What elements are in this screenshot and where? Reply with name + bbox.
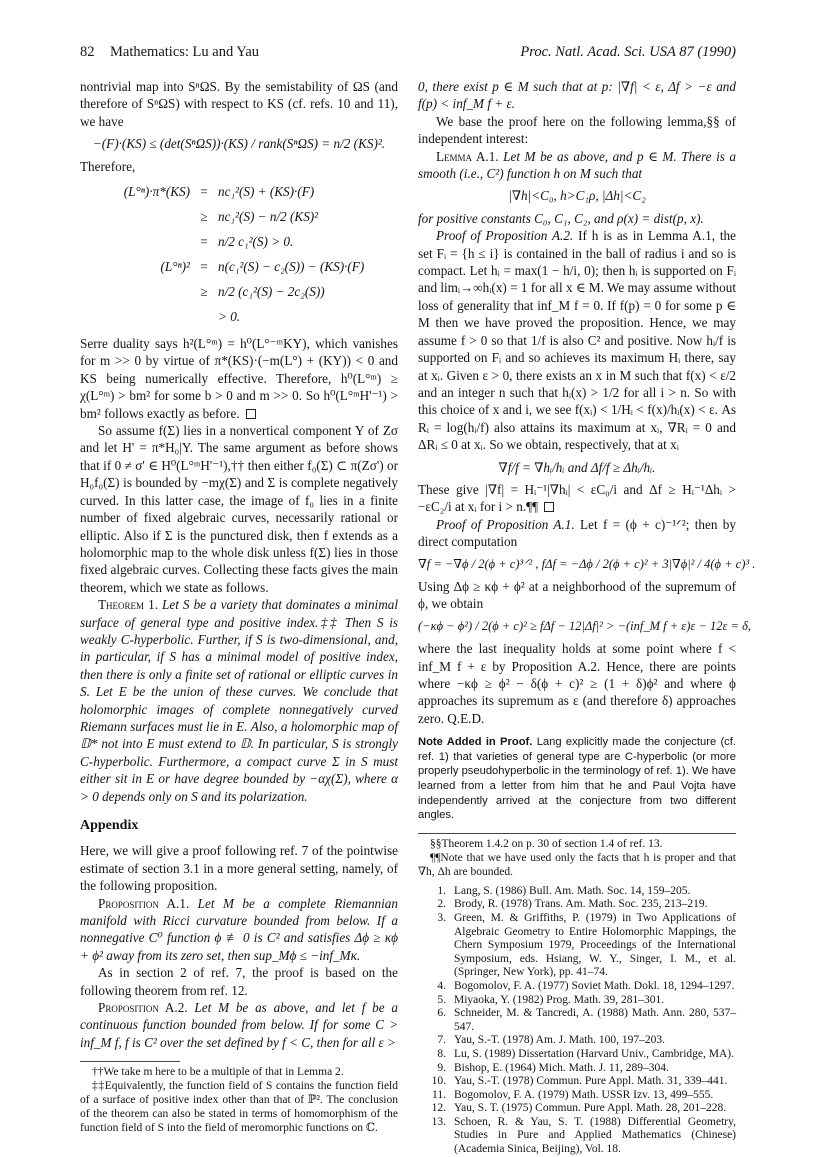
paragraph: for positive constants C₀, C₁, C₂, and ρ(x) = dist(p, x).: [418, 210, 704, 226]
paragraph: So assume f(Σ) lies in a nonvertical component Y of Zσ and let H' = π*H₀|Y. The same argument as before shows that if 0 ≠ σ' ∈ H⁰(L°ᵐH'⁻¹),†† then either f₀(Σ) ⊂ π(Zσ') or H₀f₀(Σ) is bounded by −mχ(Σ) and Σ is complete negatively curved. In this latter case, the image of f₀ lies in a finite number of fixed algebraic curves, necessarily rational or elliptic. Also if Σ is the punctured disk, then f extends as a holomorphic map to the whole disk unless f(Σ) lies in those fixed algebraic curves. Collecting these facts gives the main theorem, which we state as follows.: [80, 423, 398, 595]
proposition-a2: Proposition A.2. Let M be as above, and let f be a continuous function bounded from below. If for some C > inf_M f, f is C² over the set defined by f < C, then for all ε >: [80, 1000, 399, 1050]
proof-prop-a2: Proof of Proposition A.2. If h is as in Lemma A.1, the set Fᵢ = {h ≤ i} is contained in the ball of radius i and so is compact. Let hᵢ = max(1 − h/i, 0); then hᵢ is supported on Fᵢ and limᵢ→∞hᵢ(x) = 1 for all x ∈ M. We may assume without loss of generality that inf_M f = 0. If f(p) = 0 for some p ∈ M then we have proved the proposition. Hence, we may assume f > 0 so that 1/f is also C² and positive. Now hᵢ/f is supported on Fᵢ and so achieves its maximum Hᵢ there, say at xᵢ. Given ε > 0, there exists an x in M such that f(x) < ε/2 and an integer n such that hᵢ(x) > 1/2 for all i > n. So with this choice of x and i, we see f(xᵢ) < 1/Hᵢ < f(x)/hᵢ(x) < ε. As Rᵢ = log(hᵢ/f) also attains its maximum at xᵢ, ∇Rᵢ = 0 and ΔRᵢ ≤ 0 at xᵢ. So we obtain, respectively, that at xᵢ: [418, 228, 736, 453]
equation-row: ≥ n/2 (c₁²(S) − 2c₂(S)): [200, 284, 325, 300]
equation-row: > 0.: [218, 309, 241, 325]
reference-item: 4. Bogomolov, F. A. (1977) Soviet Math. Dokl. 18, 1294–1297.: [437, 979, 735, 992]
equation-main: (−κϕ − ϕ²) / 2(ϕ + c)² ≥ fΔf − 12|Δf|² > −(inf_M f + ε)ε − 12ε = δ,: [418, 618, 752, 633]
paragraph: Therefore,: [80, 158, 136, 174]
footnote: ‡‡Equivalently, the function field of S contains the function field of a surface of positive index other than that of ℙ². The conclusion of the theorem can also be stated in terms of homomorphism of the function field of S into the field of meromorphic functions on ℂ.: [80, 1080, 398, 1135]
lemma-a1: Lemma A.1. Let M be as above, and p ∈ M. There is a smooth (i.e., C²) function h on M such that: [418, 148, 736, 182]
paragraph: These give |∇f| = Hᵢ⁻¹|∇hᵢ| < εC₀/i and Δf ≥ Hᵢ⁻¹Δhᵢ > −εC₂/i at xᵢ for i > n.¶¶: [418, 481, 736, 515]
reference-item: 8. Lu, S. (1989) Dissertation (Harvard Univ., Cambridge, MA).: [437, 1047, 734, 1060]
equation-gradient: ∇f/f = ∇hᵢ/hᵢ and Δf/f ≥ Δhᵢ/hᵢ.: [498, 459, 656, 475]
reference-item: 5. Miyaoka, Y. (1982) Prog. Math. 39, 281–301.: [437, 993, 665, 1006]
reference-item: 7. Yau, S.-T. (1978) Am. J. Math. 100, 197–203.: [437, 1034, 666, 1047]
footnote: ††We take m here to be a multiple of that in Lemma 2.: [92, 1066, 344, 1079]
equation-row: (L°ⁿ)·π*(KS) = nc₁²(S) + (KS)·(F): [123, 184, 315, 200]
paragraph: Using Δϕ ≥ κϕ + ϕ² at a neighborhood of the supremum of ϕ, we obtain: [418, 578, 736, 612]
footnote: ¶¶Note that we have used only the facts that h is proper and that ∇h, Δh are bounded.: [418, 851, 736, 878]
running-title: Mathematics: Lu and Yau: [110, 44, 260, 60]
paragraph: We base the proof here on the following lemma,§§ of independent interest:: [418, 113, 736, 147]
equation-row: ≥ nc₁²(S) − n/2 (KS)²: [200, 209, 319, 225]
reference-item: 12. Yau, S. T. (1975) Commun. Pure Appl. Math. 28, 201–228.: [431, 1102, 727, 1115]
reference-item: 13. Schoen, R. & Yau, S. T. (1988) Differential Geometry, Studies in Pure and Applied Mathematics (Chinese) (Academia Sinica, Beijing), Vol. 18.: [431, 1115, 736, 1156]
footnote-divider: [80, 1061, 180, 1062]
qed-box-icon: [246, 409, 256, 419]
footnote-divider: [418, 833, 736, 834]
paragraph: Serre duality says h²(L°ᵐ) = h⁰(L°⁻ᵐKY), which vanishes for m >> 0 by virtue of π*(KS)·(−m(L°) + (KY)) < 0 and KS being numerically effective. Therefore, h⁰(L°ᵐ) ≥ χ(L°ᵐ) > bm² for some b > 0 and m >> 0. So h⁰(L°ᵐH'⁻¹) > bm² follows exactly as before.: [80, 336, 398, 421]
right-column: [418, 78, 756, 1157]
reference-item: 1. Lang, S. (1986) Bull. Am. Math. Soc. 14, 159–205.: [437, 884, 691, 897]
note-added-in-proof: Note Added in Proof. Lang explicitly made the conjecture (cf. ref. 1) that varieties of general type are C-hyperbolic (or more properly pseudohyperbolic in the terminology of ref. 1). We have learned from a letter from him that he and Paul Vojta have independently arrived at the conjecture from two different angles.: [418, 736, 736, 822]
paragraph: 0, there exist p ∈ M such that at p: |∇f| < ε, Δf > −ε and f(p) < inf_M f + ε.: [418, 79, 736, 112]
reference-item: 2. Brody, R. (1978) Trans. Am. Math. Soc. 235, 213–219.: [437, 898, 708, 911]
reference-item: 9. Bishop, E. (1964) Mich. Math. J. 11, 289–304.: [437, 1061, 669, 1074]
paragraph: Here, we will give a proof following ref. 7 of the pointwise estimate of section 3.1 in a more general setting, namely, of the following proposition.: [80, 843, 398, 894]
reference-list: [418, 885, 736, 1157]
proposition-a1: Proposition A.1. Let M be a complete Riemannian manifold with Ricci curvature bounded from below. If a nonnegative C⁰ function ϕ ≢ 0 is C² and satisfies Δϕ ≥ κϕ + ϕ² away from its zero set, then sup_Mϕ ≤ −inf_Mκ.: [80, 895, 398, 963]
paragraph: nontrivial map into SⁿΩS. By the semistability of ΩS (and therefore of SⁿΩS) with respect to KS (cf. refs. 10 and 11), we have: [80, 79, 398, 129]
left-column: [80, 78, 398, 1135]
paragraph: where the last inequality holds at some point where f < inf_M f + ε by Proposition A.2. Hence, there are points where −κϕ ≥ ϕ² − δ(ϕ + c)² ≥ (1 + δ)ϕ² and where ϕ approaches its supremum as ε (and therefore δ) approaches zero. Q.E.D.: [418, 641, 736, 726]
equation-row: = n/2 c₁²(S) > 0.: [200, 234, 294, 250]
qed-box-icon: [544, 502, 554, 512]
equation-array: [80, 179, 398, 329]
reference-item: 10. Yau, S.-T. (1978) Commun. Pure Appl. Math. 31, 339–441.: [431, 1075, 728, 1088]
proof-prop-a1: Proof of Proposition A.1. Let f = (ϕ + c)⁻¹ᐟ²; then by direct computation: [418, 516, 736, 550]
section-heading-appendix: Appendix: [80, 818, 139, 833]
footnote: §§Theorem 1.4.2 on p. 30 of section 1.4 of ref. 13.: [430, 837, 663, 850]
reference-item: 3. Green, M. & Griffiths, P. (1979) in Two Applications of Algebraic Geometry to Entire Holomorphic Mappings, the Chern Symposium 1979, Proceedings of the International Symposium, eds. Hsiang, W. Y., Singer, I. M., et al. (Springer, New York), pp. 41–74.: [437, 911, 736, 979]
paragraph: As in section 2 of ref. 7, the proof is based on the following theorem from ref. 12.: [80, 965, 398, 998]
theorem-1: Theorem 1. Let S be a variety that dominates a minimal surface of general type and positive index.‡‡ Then S is weakly C-hyperbolic. Further, if S is two-dimensional, and, in particular, if S has a minimal model of positive index, then there is only a finite set of rational or elliptic curves in S. Let E be the union of these curves. We conclude that holomorphic images of complete nonnegatively curved Riemann surfaces must lie in E. Also, a holomorphic map of 𝔻* not into E must extend to 𝔻. In particular, S is strongly C-hyperbolic. Furthermore, a compact curve Σ in S must either sit in E or have degree bounded by −αχ(Σ), where α > 0 depends only on S and its polarization.: [80, 597, 399, 804]
equation-semistability: −(F)·(KS) ≤ (det(SⁿΩS))·(KS) / rank(SⁿΩS) = n/2 (KS)².: [92, 136, 386, 152]
equation-computation: ∇f = −∇ϕ / 2(ϕ + c)³ᐟ² , fΔf = −Δϕ / 2(ϕ + c)² + 3|∇ϕ|² / 4(ϕ + c)³ .: [418, 556, 756, 571]
reference-item: 11. Bogomolov, F. A. (1979) Math. USSR Izv. 13, 499–555.: [432, 1088, 714, 1101]
equation-lemma: |∇h|<C₀, h>C₁ρ, |Δh|<C₂: [508, 188, 646, 204]
reference-item: 6. Schneider, M. & Tancredi, A. (1988) Math. Ann. 280, 537–547.: [437, 1007, 736, 1033]
page-number: 82: [80, 44, 95, 60]
journal-citation: Proc. Natl. Acad. Sci. USA 87 (1990): [520, 44, 736, 60]
equation-row: (L°ⁿ)² = n(c₁²(S) − c₂(S)) − (KS)·(F): [160, 259, 365, 275]
